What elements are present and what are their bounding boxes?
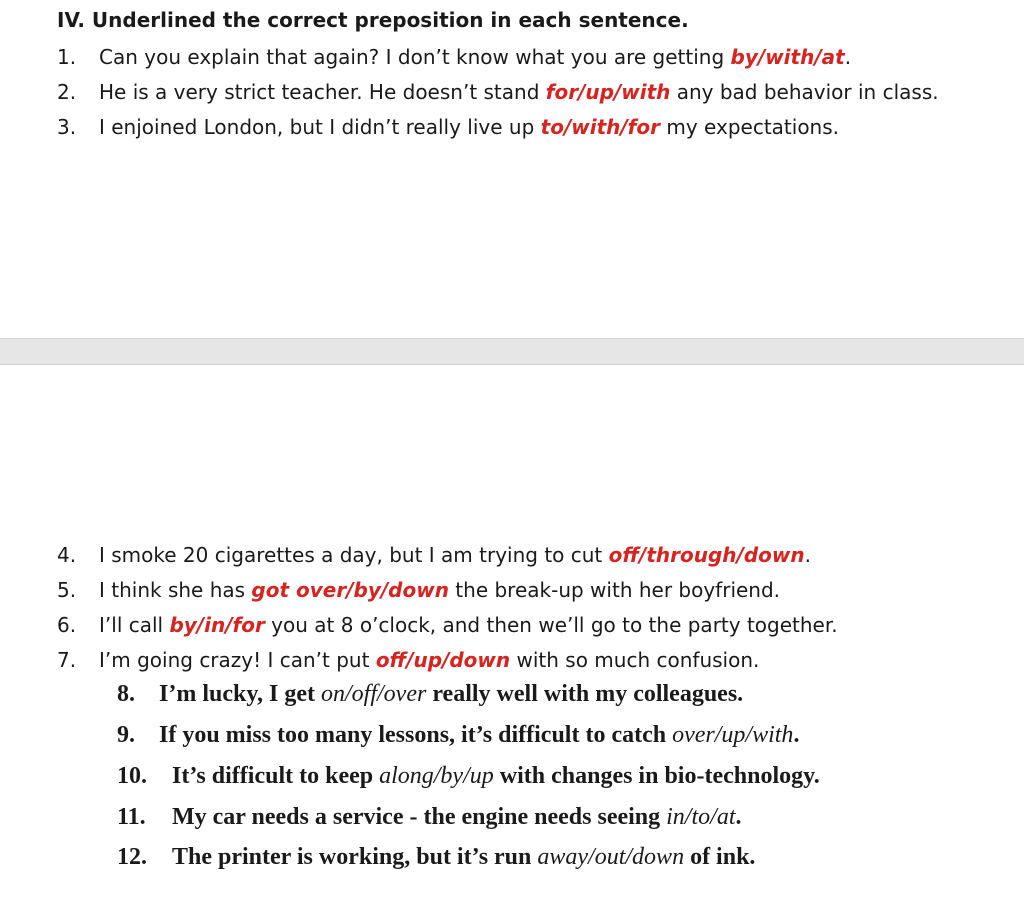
item-number: 5. xyxy=(57,578,77,602)
document-page-1 xyxy=(0,0,1024,338)
exercise-item-9 xyxy=(117,720,799,750)
item-text-after: . xyxy=(804,543,811,567)
preposition-options[interactable]: on/off/over xyxy=(321,681,427,707)
preposition-options[interactable]: to/with/for xyxy=(540,115,660,139)
exercise-item-6 xyxy=(57,612,838,638)
item-number: 10. xyxy=(117,763,147,789)
exercise-item-10 xyxy=(117,761,820,791)
item-text-before: I’m lucky, I get xyxy=(159,681,321,707)
preposition-options[interactable]: away/out/down xyxy=(537,844,685,870)
item-text-before: Can you explain that again? I don’t know what you are getting xyxy=(99,45,731,69)
item-text-before: I’ll call xyxy=(99,613,170,637)
preposition-options[interactable]: by/with/at xyxy=(730,45,845,69)
preposition-options[interactable]: for/up/with xyxy=(545,80,671,104)
item-text-before: The printer is working, but it’s run xyxy=(172,844,538,870)
exercise-item-7 xyxy=(57,647,759,673)
item-number: 7. xyxy=(57,648,77,672)
item-text-after: . xyxy=(844,45,852,69)
item-text-before: I’m going crazy! I can’t put xyxy=(99,648,376,672)
document-page-2 xyxy=(0,365,1024,901)
item-number: 2. xyxy=(57,80,77,104)
item-text-before: I think she has xyxy=(99,578,252,602)
item-text-after: my expectations. xyxy=(660,115,840,139)
item-text-before: If you miss too many lessons, it’s difficult to catch xyxy=(159,722,673,748)
exercise-item-12 xyxy=(117,842,755,872)
item-text-after: with so much confusion. xyxy=(510,648,760,672)
item-text-after: you at 8 o’clock, and then we’ll go to the party together. xyxy=(264,613,838,637)
preposition-options[interactable]: got over/by/down xyxy=(251,578,449,602)
preposition-options[interactable]: by/in/for xyxy=(169,613,265,637)
exercise-item-3 xyxy=(57,114,839,140)
exercise-item-11 xyxy=(117,802,741,832)
item-text-before: It’s difficult to keep xyxy=(172,763,380,789)
item-text-after: of ink. xyxy=(684,844,756,870)
item-text-before: I smoke 20 cigarettes a day, but I am trying to cut xyxy=(99,543,609,567)
item-text-after: . xyxy=(735,804,742,830)
page-break-gap xyxy=(0,338,1024,365)
item-text-after: with changes in bio-technology. xyxy=(493,763,820,789)
exercise-item-1 xyxy=(57,44,851,70)
item-number: 9. xyxy=(117,722,135,748)
item-text-after: . xyxy=(793,722,800,748)
item-number: 8. xyxy=(117,681,135,707)
preposition-options[interactable]: in/to/at xyxy=(666,804,736,830)
item-number: 4. xyxy=(57,543,77,567)
preposition-options[interactable]: along/by/up xyxy=(379,763,494,789)
exercise-item-5 xyxy=(57,577,780,603)
item-number: 12. xyxy=(117,844,147,870)
exercise-heading: IV. Underlined the correct preposition in each sentence. xyxy=(57,8,689,32)
item-number: 6. xyxy=(57,613,77,637)
item-number: 11. xyxy=(117,804,146,830)
preposition-options[interactable]: off/up/down xyxy=(375,648,511,672)
exercise-item-8 xyxy=(117,679,743,709)
item-number: 3. xyxy=(57,115,77,139)
item-number: 1. xyxy=(57,45,77,69)
preposition-options[interactable]: off/through/down xyxy=(608,543,805,567)
item-text-before: My car needs a service - the engine needs seeing xyxy=(172,804,667,830)
item-text-after: any bad behavior in class. xyxy=(670,80,939,104)
exercise-item-2 xyxy=(57,79,939,105)
item-text-before: I enjoined London, but I didn’t really live up xyxy=(99,115,541,139)
preposition-options[interactable]: over/up/with xyxy=(672,722,794,748)
exercise-item-4 xyxy=(57,542,811,568)
item-text-after: the break-up with her boyfriend. xyxy=(448,578,781,602)
item-text-after: really well with my colleagues. xyxy=(426,681,744,707)
item-text-before: He is a very strict teacher. He doesn’t stand xyxy=(99,80,546,104)
